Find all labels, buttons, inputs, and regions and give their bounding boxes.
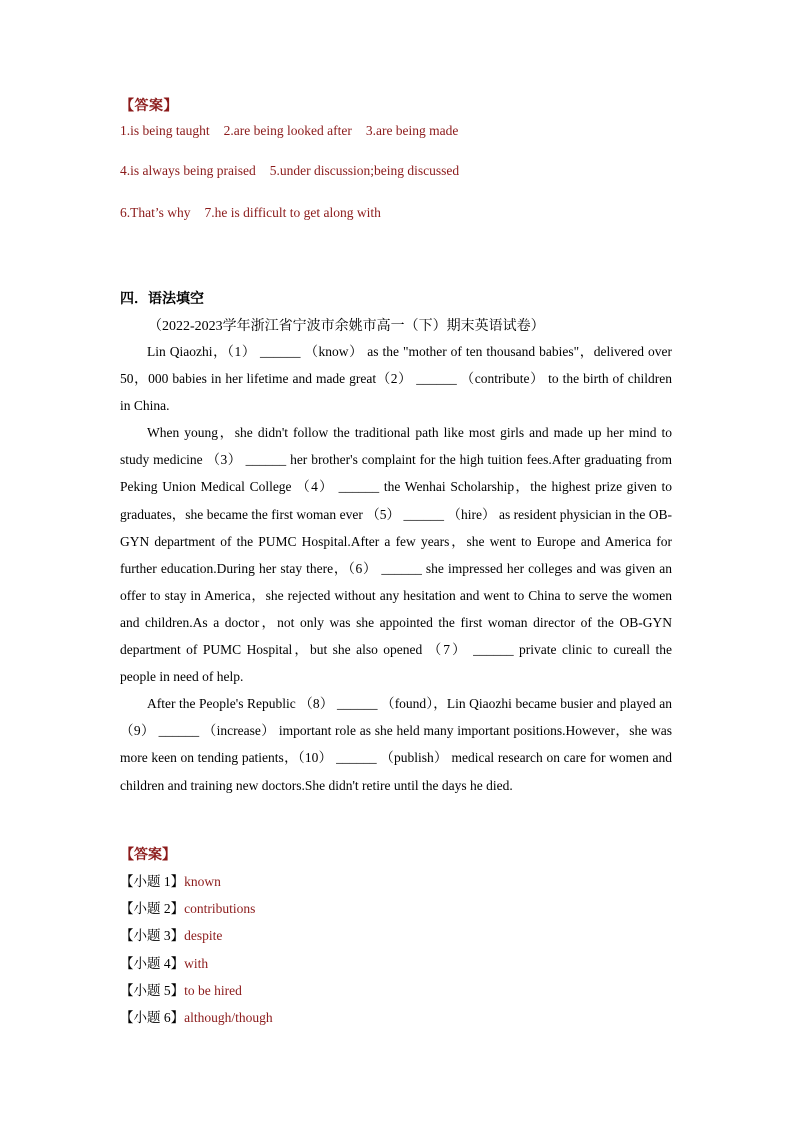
answer-line [120,123,458,139]
section-heading: 四．语法填空 [120,292,204,307]
answer-item: 6.That’s why [120,205,191,220]
sub-answer-label: 【小题 2】 [120,901,185,917]
sub-answer-item [120,977,273,1004]
passage-paragraph: When young，she didn't follow the traditional path like most girls and made up her mind to study medicine （3） ______ her brother's complaint for the high tuition fees.After graduating from Peking Union Medical College （4） ______ the Wenhai Scholarship，the highest prize given to graduates，she became the first woman ever （5） ______ （hire） as resident physician in the OB-GYN department of the PUMC Hospital.After a few years，she went to Europe and America for further education.During her stay there，（6） ______ she impressed her colleges and was given an offer to stay in America，she rejected without any hesitation and went to China to serve the women and children.As a doctor，not only was she appointed the first woman director of the OB-GYN department of PUMC Hospital，but she also opened （7） ______ private clinic to cureall the people in need of help. [120,425,672,685]
answer-item: 3.are being made [365,123,459,138]
answer-item: 7.he is difficult to get along with [204,205,381,220]
answer-heading: 【答案】 [120,848,176,863]
answer-line [120,163,459,179]
sub-answer-label: 【小题 4】 [120,955,185,971]
passage-paragraph: Lin Qiaozhi，（1） ______ （know） as the "mother of ten thousand babies"，delivered over 50，000 babies in her lifetime and made great（2） ______ （contribute） to the birth of children in China. [120,344,672,414]
sub-answer-item [120,868,273,895]
sub-answer-value: despite [184,928,223,944]
sub-answer-value: with [184,955,209,971]
answer-item: 2.are being looked after [223,123,352,138]
sub-answer-value: although/though [184,1010,273,1026]
sub-answer-item [120,922,273,949]
sub-answer-value: to be hired [184,982,242,998]
answer-heading: 【答案】 [120,99,178,114]
sub-answer-item [120,950,273,977]
passage-paragraph: After the People's Republic （8） ______ （found），Lin Qiaozhi became busier and played an （9） ______ （increase） important role as she held many important positions.However，she was more keen on tending patients，（10） ______ （publish） medical research on care for women and children and training new doctors.She didn't retire until the days he died. [120,696,672,793]
source-note: （2022-2023学年浙江省宁波市余姚市高一（下）期末英语试卷） [148,319,545,334]
answer-item: 5.under discussion;being discussed [269,163,460,178]
passage [120,338,672,799]
answer-line [120,205,381,221]
sub-answer-value: known [184,874,221,889]
sub-answer-label: 【小题 6】 [120,1010,185,1026]
sub-answer-item [120,1004,273,1031]
answer-item: 4.is always being praised [120,163,256,178]
sub-answer-label: 【小题 5】 [120,982,185,998]
answer-item: 1.is being taught [120,123,210,138]
sub-answer-item [120,895,273,922]
sub-answer-label: 【小题 3】 [120,928,185,944]
sub-answer-label: 【小题 1】 [120,874,185,889]
sub-answer-value: contributions [184,901,256,917]
sub-answer-list [120,868,273,1031]
